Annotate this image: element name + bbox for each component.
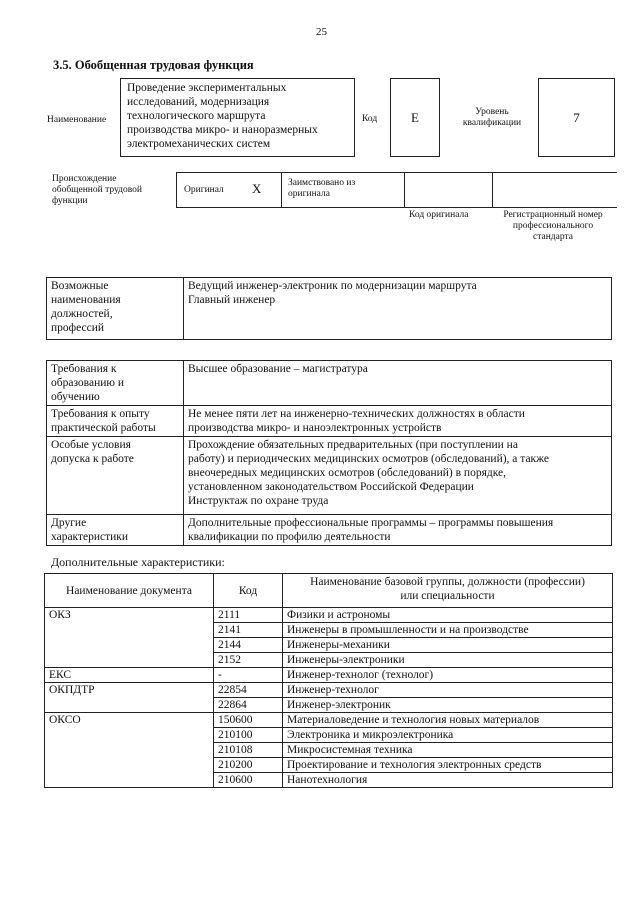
cell-code: 150600 bbox=[214, 713, 283, 728]
cell-doc bbox=[45, 773, 214, 788]
cell-code: - bbox=[214, 668, 283, 683]
cell-code: 2152 bbox=[214, 653, 283, 668]
cell-code: 210100 bbox=[214, 728, 283, 743]
cell-code: 210108 bbox=[214, 743, 283, 758]
table-row bbox=[45, 713, 613, 728]
positions-label bbox=[47, 278, 184, 340]
code-label: Код bbox=[362, 114, 378, 124]
cell-doc bbox=[45, 638, 214, 653]
cell-name: Инженер-технолог bbox=[283, 683, 613, 698]
text-line: обучению bbox=[51, 391, 100, 403]
cell-name: Инженер-электроник bbox=[283, 698, 613, 713]
cell-doc bbox=[45, 698, 214, 713]
text-line: или специальности bbox=[400, 590, 495, 602]
table-row bbox=[45, 758, 613, 773]
text-line: допуска к работе bbox=[51, 453, 134, 465]
cell-name: Нанотехнология bbox=[283, 773, 613, 788]
cell-name: Проектирование и технология электронных средств bbox=[283, 758, 613, 773]
text-line: Заимствовано из bbox=[288, 178, 356, 188]
cell-name: Микросистемная техника bbox=[283, 743, 613, 758]
cell-doc bbox=[45, 623, 214, 638]
table-row bbox=[45, 773, 613, 788]
text-line: Ведущий инженер-электроник по модернизации маршрута bbox=[188, 280, 477, 292]
text-line: Требования к опыту bbox=[51, 408, 150, 420]
text-line: характеристики bbox=[51, 531, 129, 543]
requirement-row bbox=[47, 361, 612, 406]
text-line: исследований, модернизация bbox=[127, 96, 270, 108]
cell-doc: ОКЗ bbox=[45, 608, 214, 623]
text-line: Другие bbox=[51, 517, 87, 529]
positions-values bbox=[184, 278, 612, 340]
cell-doc: ОКПДТР bbox=[45, 683, 214, 698]
table-row bbox=[45, 653, 613, 668]
cell-name: Инженер-технолог (технолог) bbox=[283, 668, 613, 683]
text-line: квалификации bbox=[462, 118, 522, 128]
text-line: технологического маршрута bbox=[127, 110, 266, 122]
cell-code: 22864 bbox=[214, 698, 283, 713]
cell-code: 210200 bbox=[214, 758, 283, 773]
header-doc: Наименование документа bbox=[45, 574, 214, 608]
text-line: практической работы bbox=[51, 422, 156, 434]
name-label: Наименование bbox=[47, 115, 107, 125]
section-title: 3.5. Обобщенная трудовая функция bbox=[53, 58, 254, 72]
header-code: Код bbox=[214, 574, 283, 608]
origin-divider-2 bbox=[404, 172, 405, 208]
text-line: работу) и периодических медицинских осмотров (обследований), а также bbox=[188, 453, 550, 465]
name-value bbox=[120, 78, 355, 157]
table-row bbox=[45, 608, 613, 623]
header-name bbox=[283, 574, 613, 608]
requirement-row bbox=[47, 437, 612, 515]
text-line: обобщенной трудовой bbox=[52, 185, 142, 195]
cell-name: Материаловедение и технология новых материалов bbox=[283, 713, 613, 728]
requirement-label bbox=[47, 406, 184, 437]
table-row bbox=[45, 728, 613, 743]
text-line: Требования к bbox=[51, 363, 117, 375]
table-row bbox=[45, 743, 613, 758]
text-line: Особые условия bbox=[51, 439, 131, 451]
text-line: производства микро- и наноэлектронных устройств bbox=[188, 422, 442, 434]
requirement-label bbox=[47, 361, 184, 406]
text-line: производства микро- и наноразмерных bbox=[127, 124, 318, 136]
text-line: внеочередных медицинских осмотров (обследований) в порядке, bbox=[188, 467, 507, 479]
additional-title: Дополнительные характеристики: bbox=[51, 555, 225, 569]
reg-number-caption bbox=[490, 210, 616, 243]
cell-name: Инженеры-электроники bbox=[283, 653, 613, 668]
requirement-row bbox=[47, 406, 612, 437]
table-row bbox=[45, 683, 613, 698]
text-line: Прохождение обязательных предварительных (при поступлении на bbox=[188, 439, 518, 451]
text-line: Высшее образование – магистратура bbox=[188, 363, 368, 375]
cell-code: 2111 bbox=[214, 608, 283, 623]
text-line: Уровень bbox=[475, 107, 509, 117]
table-row bbox=[45, 623, 613, 638]
text-line: Происхождение bbox=[52, 174, 117, 184]
text-line: Регистрационный номер bbox=[503, 210, 603, 220]
text-line: стандарта bbox=[533, 232, 573, 242]
requirement-value bbox=[184, 437, 612, 515]
table-row bbox=[45, 698, 613, 713]
cell-code: 2141 bbox=[214, 623, 283, 638]
borrowed-label bbox=[288, 178, 355, 200]
text-line: должностей, bbox=[51, 308, 113, 320]
text-line: электромеханических систем bbox=[127, 138, 271, 150]
text-line: Инструктаж по охране труда bbox=[188, 495, 329, 507]
original-label: Оригинал bbox=[184, 185, 224, 195]
text-line: Главный инженер bbox=[188, 294, 276, 306]
cell-name: Инженеры в промышленности и на производстве bbox=[283, 623, 613, 638]
text-line: установленном законодательством Российской Федерации bbox=[188, 481, 474, 493]
requirement-label bbox=[47, 515, 184, 546]
cell-doc bbox=[45, 743, 214, 758]
text-line: Проведение экспериментальных bbox=[127, 82, 287, 94]
requirements-table bbox=[46, 360, 612, 546]
table-row bbox=[45, 638, 613, 653]
cell-doc: ОКСО bbox=[45, 713, 214, 728]
text-line: Дополнительные профессиональные программы – программы повышения bbox=[188, 517, 554, 529]
text-line: функции bbox=[52, 196, 88, 206]
requirement-value bbox=[184, 515, 612, 546]
code-value-box bbox=[390, 78, 440, 157]
additional-table bbox=[44, 573, 613, 788]
requirement-value bbox=[184, 406, 612, 437]
page-number: 25 bbox=[316, 26, 327, 38]
level-value-box bbox=[538, 78, 615, 157]
requirement-row bbox=[47, 515, 612, 546]
text-line: профессионального bbox=[512, 221, 594, 231]
text-line: образованию и bbox=[51, 377, 124, 389]
cell-doc bbox=[45, 728, 214, 743]
cell-code: 210600 bbox=[214, 773, 283, 788]
text-line: профессий bbox=[51, 322, 105, 334]
cell-name: Инженеры-механики bbox=[283, 638, 613, 653]
positions-table bbox=[46, 277, 612, 340]
table-row bbox=[45, 668, 613, 683]
code-original-caption: Код оригинала bbox=[409, 210, 469, 220]
level-label bbox=[456, 107, 528, 129]
cell-code: 22854 bbox=[214, 683, 283, 698]
cell-doc bbox=[45, 758, 214, 773]
cell-name: Физики и астрономы bbox=[283, 608, 613, 623]
original-mark: X bbox=[252, 181, 262, 196]
code-value: E bbox=[411, 109, 419, 125]
origin-divider-3 bbox=[492, 172, 493, 208]
text-line: Наименование базовой группы, должности (профессии) bbox=[310, 576, 585, 588]
text-line: квалификации по профилю деятельности bbox=[188, 531, 391, 543]
origin-table bbox=[176, 172, 617, 208]
cell-name: Электроника и микроэлектроника bbox=[283, 728, 613, 743]
requirement-value bbox=[184, 361, 612, 406]
text-line: оригинала bbox=[288, 189, 330, 199]
cell-code: 2144 bbox=[214, 638, 283, 653]
text-line: Возможные bbox=[51, 280, 109, 292]
origin-divider-1 bbox=[281, 172, 282, 208]
requirement-label bbox=[47, 437, 184, 515]
text-line: наименования bbox=[51, 294, 121, 306]
cell-doc: ЕКС bbox=[45, 668, 214, 683]
origin-label bbox=[52, 174, 142, 207]
cell-doc bbox=[45, 653, 214, 668]
text-line: Не менее пяти лет на инженерно-технических должностях в области bbox=[188, 408, 525, 420]
level-value: 7 bbox=[573, 109, 580, 125]
